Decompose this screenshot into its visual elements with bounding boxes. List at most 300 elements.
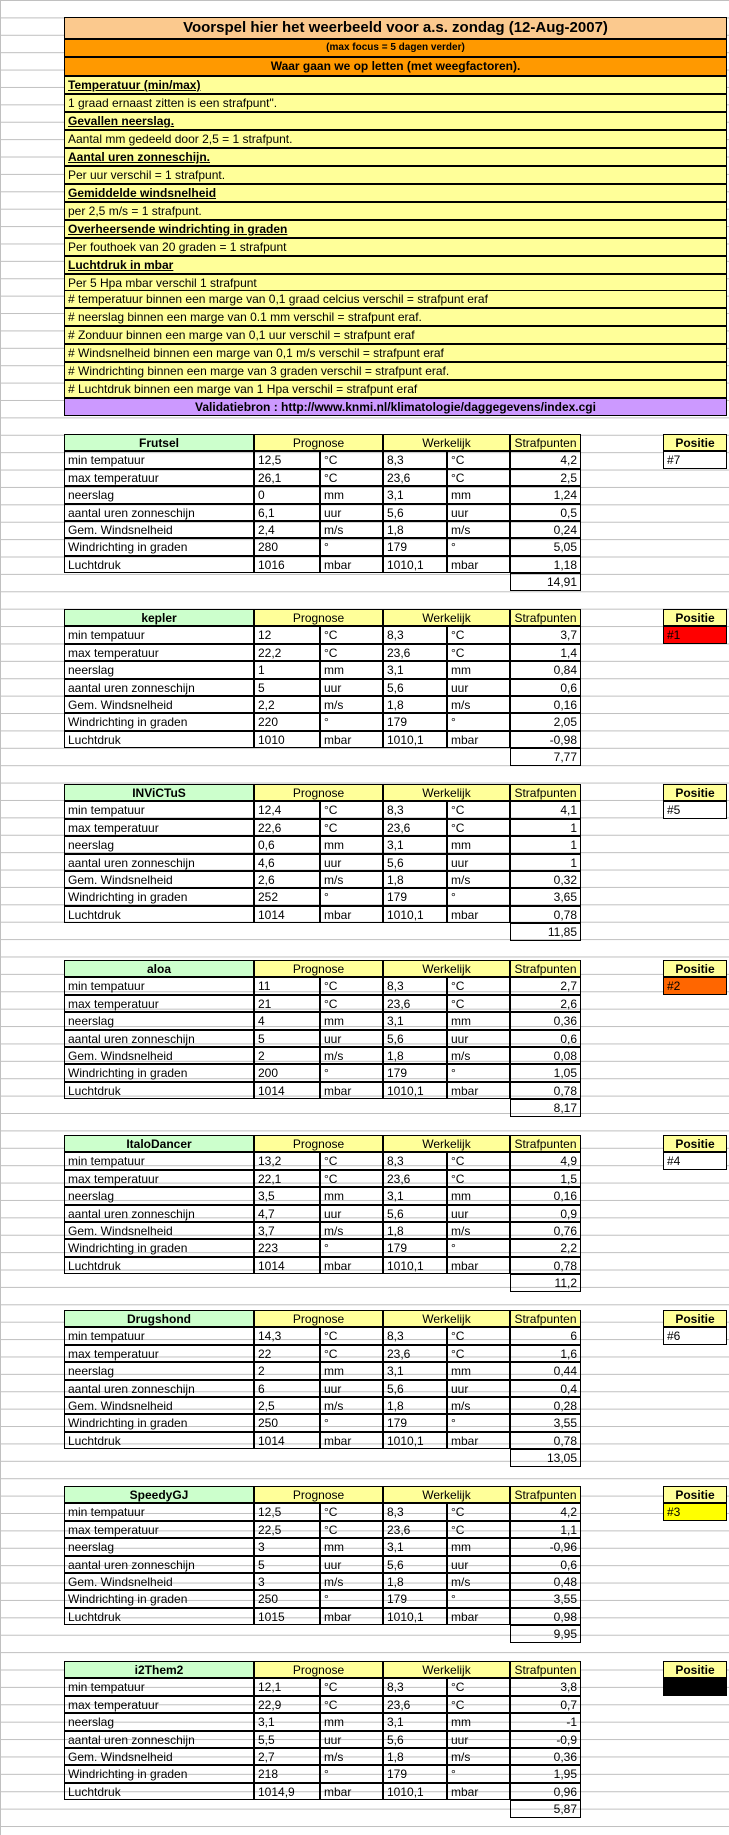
werkelijk-unit[interactable]: m/s: [447, 521, 510, 538]
positie-header[interactable]: Positie: [663, 1486, 727, 1503]
strafpunten-value[interactable]: 0,78: [510, 906, 581, 923]
werkelijk-value[interactable]: 3,1: [383, 1187, 447, 1204]
werkelijk-header[interactable]: Werkelijk: [383, 1310, 510, 1327]
positie-value[interactable]: #5: [663, 801, 727, 818]
werkelijk-value[interactable]: 3,1: [383, 1012, 447, 1029]
rule-heading-5[interactable]: Luchtdruk in mbar: [64, 256, 727, 274]
werkelijk-value[interactable]: 1,8: [383, 1573, 447, 1590]
prognose-value[interactable]: 1014: [254, 1257, 320, 1274]
prognose-unit[interactable]: °C: [320, 626, 383, 643]
player-name[interactable]: SpeedyGJ: [64, 1486, 254, 1503]
werkelijk-value[interactable]: 8,3: [383, 1327, 447, 1344]
strafpunten-header[interactable]: Strafpunten: [510, 1310, 581, 1327]
werkelijk-unit[interactable]: °C: [447, 801, 510, 818]
row-label[interactable]: min tempatuur: [64, 801, 254, 818]
werkelijk-unit[interactable]: °: [447, 1239, 510, 1256]
strafpunten-value[interactable]: -0,96: [510, 1538, 581, 1555]
werkelijk-value[interactable]: 23,6: [383, 1170, 447, 1187]
row-label[interactable]: neerslag: [64, 836, 254, 853]
werkelijk-header[interactable]: Werkelijk: [383, 960, 510, 977]
prognose-value[interactable]: 1015: [254, 1608, 320, 1625]
werkelijk-unit[interactable]: °C: [447, 626, 510, 643]
werkelijk-value[interactable]: 1010,1: [383, 1082, 447, 1099]
prognose-value[interactable]: 6: [254, 1380, 320, 1397]
row-label[interactable]: Windrichting in graden: [64, 1590, 254, 1607]
strafpunten-value[interactable]: 0,6: [510, 1556, 581, 1573]
positie-value[interactable]: #3: [663, 1503, 727, 1520]
prognose-unit[interactable]: uur: [320, 1556, 383, 1573]
strafpunten-value[interactable]: 0,6: [510, 679, 581, 696]
werkelijk-unit[interactable]: °C: [447, 1678, 510, 1695]
prognose-value[interactable]: 1014: [254, 906, 320, 923]
werkelijk-value[interactable]: 179: [383, 1239, 447, 1256]
prognose-value[interactable]: 22,1: [254, 1170, 320, 1187]
rule-text-0[interactable]: 1 graad ernaast zitten is een strafpunt".: [64, 94, 727, 112]
werkelijk-value[interactable]: 1,8: [383, 1397, 447, 1414]
row-label[interactable]: neerslag: [64, 1012, 254, 1029]
prognose-unit[interactable]: °: [320, 1590, 383, 1607]
strafpunten-value[interactable]: 0,7: [510, 1696, 581, 1713]
prognose-unit[interactable]: mm: [320, 1713, 383, 1730]
prognose-unit[interactable]: °: [320, 538, 383, 555]
werkelijk-value[interactable]: 179: [383, 713, 447, 730]
strafpunten-total[interactable]: 7,77: [510, 748, 581, 765]
werkelijk-unit[interactable]: mm: [447, 1187, 510, 1204]
positie-value[interactable]: #7: [663, 451, 727, 468]
werkelijk-unit[interactable]: mbar: [447, 1432, 510, 1449]
prognose-value[interactable]: 11: [254, 977, 320, 994]
prognose-value[interactable]: 5: [254, 679, 320, 696]
rule-text-1[interactable]: Aantal mm gedeeld door 2,5 = 1 strafpunt.: [64, 130, 727, 148]
strafpunten-value[interactable]: 4,9: [510, 1152, 581, 1169]
row-label[interactable]: Luchtdruk: [64, 1257, 254, 1274]
werkelijk-unit[interactable]: mbar: [447, 731, 510, 748]
prognose-unit[interactable]: uur: [320, 1030, 383, 1047]
werkelijk-unit[interactable]: °C: [447, 469, 510, 486]
werkelijk-value[interactable]: 3,1: [383, 836, 447, 853]
strafpunten-value[interactable]: 4,2: [510, 451, 581, 468]
werkelijk-header[interactable]: Werkelijk: [383, 1486, 510, 1503]
row-label[interactable]: Gem. Windsnelheid: [64, 696, 254, 713]
row-label[interactable]: Gem. Windsnelheid: [64, 1222, 254, 1239]
prognose-unit[interactable]: mbar: [320, 731, 383, 748]
strafpunten-value[interactable]: 0,32: [510, 871, 581, 888]
strafpunten-value[interactable]: 1,4: [510, 644, 581, 661]
prognose-unit[interactable]: °: [320, 1765, 383, 1782]
rule-text-2[interactable]: Per uur verschil = 1 strafpunt.: [64, 166, 727, 184]
strafpunten-value[interactable]: 1,24: [510, 486, 581, 503]
strafpunten-value[interactable]: 0,96: [510, 1783, 581, 1800]
prognose-value[interactable]: 2,7: [254, 1748, 320, 1765]
werkelijk-value[interactable]: 179: [383, 1765, 447, 1782]
werkelijk-unit[interactable]: °: [447, 538, 510, 555]
prognose-value[interactable]: 223: [254, 1239, 320, 1256]
strafpunten-total[interactable]: 11,2: [510, 1274, 581, 1291]
prognose-unit[interactable]: °C: [320, 1696, 383, 1713]
prognose-unit[interactable]: °C: [320, 1521, 383, 1538]
strafpunten-total[interactable]: 9,95: [510, 1625, 581, 1642]
prognose-unit[interactable]: mbar: [320, 556, 383, 573]
werkelijk-unit[interactable]: mbar: [447, 906, 510, 923]
strafpunten-value[interactable]: 0,84: [510, 661, 581, 678]
strafpunten-value[interactable]: 0,78: [510, 1257, 581, 1274]
prognose-unit[interactable]: °: [320, 1414, 383, 1431]
prognose-unit[interactable]: °C: [320, 469, 383, 486]
rule-heading-1[interactable]: Gevallen neerslag.: [64, 112, 727, 130]
prognose-unit[interactable]: uur: [320, 1380, 383, 1397]
positie-value[interactable]: #4: [663, 1152, 727, 1169]
prognose-unit[interactable]: °C: [320, 1503, 383, 1520]
row-label[interactable]: Gem. Windsnelheid: [64, 1573, 254, 1590]
prognose-unit[interactable]: °: [320, 1239, 383, 1256]
prognose-unit[interactable]: m/s: [320, 1397, 383, 1414]
prognose-value[interactable]: 12,5: [254, 1503, 320, 1520]
prognose-value[interactable]: 6,1: [254, 504, 320, 521]
werkelijk-value[interactable]: 23,6: [383, 819, 447, 836]
prognose-unit[interactable]: m/s: [320, 1047, 383, 1064]
prognose-value[interactable]: 12,1: [254, 1678, 320, 1695]
werkelijk-value[interactable]: 1,8: [383, 521, 447, 538]
prognose-unit[interactable]: mm: [320, 1362, 383, 1379]
row-label[interactable]: min tempatuur: [64, 977, 254, 994]
positie-value[interactable]: #6: [663, 1327, 727, 1344]
prognose-header[interactable]: Prognose: [254, 434, 383, 451]
werkelijk-unit[interactable]: °C: [447, 451, 510, 468]
strafpunten-value[interactable]: 0,36: [510, 1748, 581, 1765]
prognose-value[interactable]: 2,4: [254, 521, 320, 538]
prognose-value[interactable]: 2,2: [254, 696, 320, 713]
werkelijk-value[interactable]: 3,1: [383, 1362, 447, 1379]
strafpunten-header[interactable]: Strafpunten: [510, 960, 581, 977]
positie-header[interactable]: Positie: [663, 960, 727, 977]
validation-link[interactable]: http://www.knmi.nl/klimatologie/daggegevens/index.cgi: [281, 400, 596, 414]
strafpunten-header[interactable]: Strafpunten: [510, 1486, 581, 1503]
werkelijk-value[interactable]: 23,6: [383, 469, 447, 486]
werkelijk-value[interactable]: 8,3: [383, 1152, 447, 1169]
note-2[interactable]: # Zonduur binnen een marge van 0,1 uur verschil = strafpunt eraf: [64, 326, 727, 344]
row-label[interactable]: aantal uren zonneschijn: [64, 504, 254, 521]
prognose-value[interactable]: 0,6: [254, 836, 320, 853]
row-label[interactable]: Windrichting in graden: [64, 538, 254, 555]
focus-heading[interactable]: Waar gaan we op letten (met weegfactoren).: [64, 57, 727, 76]
werkelijk-unit[interactable]: °: [447, 713, 510, 730]
strafpunten-value[interactable]: 3,8: [510, 1678, 581, 1695]
positie-header[interactable]: Positie: [663, 1310, 727, 1327]
prognose-header[interactable]: Prognose: [254, 1135, 383, 1152]
strafpunten-value[interactable]: 0,08: [510, 1047, 581, 1064]
strafpunten-header[interactable]: Strafpunten: [510, 434, 581, 451]
row-label[interactable]: min tempatuur: [64, 1503, 254, 1520]
werkelijk-value[interactable]: 8,3: [383, 801, 447, 818]
strafpunten-value[interactable]: 0,9: [510, 1205, 581, 1222]
werkelijk-unit[interactable]: °: [447, 1064, 510, 1081]
werkelijk-unit[interactable]: uur: [447, 854, 510, 871]
prognose-value[interactable]: 5: [254, 1556, 320, 1573]
row-label[interactable]: max temperatuur: [64, 644, 254, 661]
strafpunten-value[interactable]: 1: [510, 854, 581, 871]
strafpunten-value[interactable]: 1,95: [510, 1765, 581, 1782]
player-name[interactable]: aloa: [64, 960, 254, 977]
werkelijk-header[interactable]: Werkelijk: [383, 609, 510, 626]
werkelijk-unit[interactable]: °C: [447, 819, 510, 836]
werkelijk-unit[interactable]: mbar: [447, 556, 510, 573]
werkelijk-value[interactable]: 1010,1: [383, 1783, 447, 1800]
row-label[interactable]: min tempatuur: [64, 1152, 254, 1169]
prognose-unit[interactable]: uur: [320, 504, 383, 521]
player-name[interactable]: ItaloDancer: [64, 1135, 254, 1152]
prognose-value[interactable]: 21: [254, 995, 320, 1012]
prognose-unit[interactable]: m/s: [320, 696, 383, 713]
werkelijk-header[interactable]: Werkelijk: [383, 1661, 510, 1678]
row-label[interactable]: min tempatuur: [64, 451, 254, 468]
werkelijk-value[interactable]: 23,6: [383, 1696, 447, 1713]
prognose-unit[interactable]: °C: [320, 1170, 383, 1187]
row-label[interactable]: Windrichting in graden: [64, 713, 254, 730]
note-4[interactable]: # Windrichting binnen een marge van 3 graden verschil = strafpunt eraf.: [64, 362, 727, 380]
werkelijk-value[interactable]: 3,1: [383, 661, 447, 678]
row-label[interactable]: Gem. Windsnelheid: [64, 871, 254, 888]
row-label[interactable]: neerslag: [64, 661, 254, 678]
werkelijk-value[interactable]: 179: [383, 538, 447, 555]
strafpunten-value[interactable]: 1,05: [510, 1064, 581, 1081]
row-label[interactable]: max temperatuur: [64, 995, 254, 1012]
row-label[interactable]: neerslag: [64, 1538, 254, 1555]
werkelijk-value[interactable]: 5,6: [383, 504, 447, 521]
row-label[interactable]: Luchtdruk: [64, 556, 254, 573]
werkelijk-value[interactable]: 23,6: [383, 1521, 447, 1538]
positie-header[interactable]: Positie: [663, 1135, 727, 1152]
prognose-value[interactable]: 1: [254, 661, 320, 678]
prognose-unit[interactable]: °C: [320, 801, 383, 818]
page-title[interactable]: Voorspel hier het weerbeeld voor a.s. zondag (12-Aug-2007): [64, 17, 727, 39]
rule-heading-4[interactable]: Overheersende windrichting in graden: [64, 220, 727, 238]
werkelijk-unit[interactable]: °C: [447, 977, 510, 994]
row-label[interactable]: max temperatuur: [64, 1521, 254, 1538]
werkelijk-unit[interactable]: mm: [447, 661, 510, 678]
rule-text-4[interactable]: Per fouthoek van 20 graden = 1 strafpunt: [64, 238, 727, 256]
prognose-unit[interactable]: °C: [320, 995, 383, 1012]
werkelijk-unit[interactable]: °C: [447, 995, 510, 1012]
prognose-unit[interactable]: mm: [320, 1538, 383, 1555]
prognose-value[interactable]: 252: [254, 888, 320, 905]
strafpunten-value[interactable]: 1,6: [510, 1345, 581, 1362]
prognose-value[interactable]: 13,2: [254, 1152, 320, 1169]
strafpunten-value[interactable]: 2,6: [510, 995, 581, 1012]
prognose-unit[interactable]: °C: [320, 1152, 383, 1169]
prognose-header[interactable]: Prognose: [254, 609, 383, 626]
prognose-unit[interactable]: °C: [320, 1678, 383, 1695]
werkelijk-unit[interactable]: °C: [447, 644, 510, 661]
prognose-value[interactable]: 250: [254, 1590, 320, 1607]
werkelijk-unit[interactable]: mbar: [447, 1082, 510, 1099]
prognose-unit[interactable]: °C: [320, 977, 383, 994]
row-label[interactable]: neerslag: [64, 1713, 254, 1730]
werkelijk-unit[interactable]: uur: [447, 1205, 510, 1222]
positie-header[interactable]: Positie: [663, 434, 727, 451]
strafpunten-total[interactable]: 13,05: [510, 1449, 581, 1466]
rule-text-3[interactable]: per 2,5 m/s = 1 strafpunt.: [64, 202, 727, 220]
prognose-unit[interactable]: mbar: [320, 906, 383, 923]
player-name[interactable]: kepler: [64, 609, 254, 626]
positie-header[interactable]: Positie: [663, 784, 727, 801]
prognose-unit[interactable]: °: [320, 888, 383, 905]
werkelijk-unit[interactable]: °C: [447, 1327, 510, 1344]
strafpunten-value[interactable]: 0,44: [510, 1362, 581, 1379]
werkelijk-value[interactable]: 1,8: [383, 696, 447, 713]
prognose-value[interactable]: 3,5: [254, 1187, 320, 1204]
strafpunten-value[interactable]: 4,1: [510, 801, 581, 818]
strafpunten-value[interactable]: 0,16: [510, 1187, 581, 1204]
strafpunten-total[interactable]: 14,91: [510, 573, 581, 590]
prognose-header[interactable]: Prognose: [254, 960, 383, 977]
strafpunten-value[interactable]: 4,2: [510, 1503, 581, 1520]
werkelijk-value[interactable]: 179: [383, 1064, 447, 1081]
werkelijk-unit[interactable]: m/s: [447, 1047, 510, 1064]
strafpunten-total[interactable]: 8,17: [510, 1099, 581, 1116]
prognose-unit[interactable]: mbar: [320, 1783, 383, 1800]
werkelijk-value[interactable]: 1010,1: [383, 1432, 447, 1449]
prognose-value[interactable]: 3,1: [254, 1713, 320, 1730]
row-label[interactable]: aantal uren zonneschijn: [64, 1030, 254, 1047]
player-name[interactable]: i2Them2: [64, 1661, 254, 1678]
prognose-header[interactable]: Prognose: [254, 1661, 383, 1678]
strafpunten-value[interactable]: 3,55: [510, 1590, 581, 1607]
werkelijk-value[interactable]: 8,3: [383, 1678, 447, 1695]
werkelijk-value[interactable]: 5,6: [383, 679, 447, 696]
strafpunten-value[interactable]: 0,78: [510, 1082, 581, 1099]
row-label[interactable]: aantal uren zonneschijn: [64, 1556, 254, 1573]
werkelijk-value[interactable]: 1,8: [383, 1047, 447, 1064]
row-label[interactable]: Gem. Windsnelheid: [64, 1748, 254, 1765]
strafpunten-value[interactable]: 0,98: [510, 1608, 581, 1625]
werkelijk-unit[interactable]: uur: [447, 1731, 510, 1748]
row-label[interactable]: Luchtdruk: [64, 731, 254, 748]
player-name[interactable]: Drugshond: [64, 1310, 254, 1327]
prognose-value[interactable]: 0: [254, 486, 320, 503]
werkelijk-header[interactable]: Werkelijk: [383, 434, 510, 451]
prognose-value[interactable]: 3,7: [254, 1222, 320, 1239]
note-1[interactable]: # neerslag binnen een marge van 0.1 mm verschil = strafpunt eraf.: [64, 308, 727, 326]
strafpunten-value[interactable]: 1,18: [510, 556, 581, 573]
werkelijk-unit[interactable]: mm: [447, 836, 510, 853]
werkelijk-unit[interactable]: m/s: [447, 871, 510, 888]
prognose-value[interactable]: 2: [254, 1047, 320, 1064]
prognose-value[interactable]: 280: [254, 538, 320, 555]
strafpunten-value[interactable]: -0,98: [510, 731, 581, 748]
werkelijk-unit[interactable]: m/s: [447, 1222, 510, 1239]
prognose-header[interactable]: Prognose: [254, 1310, 383, 1327]
werkelijk-unit[interactable]: m/s: [447, 1397, 510, 1414]
prognose-value[interactable]: 1014: [254, 1082, 320, 1099]
row-label[interactable]: neerslag: [64, 1362, 254, 1379]
validation-source[interactable]: [64, 398, 727, 416]
strafpunten-value[interactable]: 2,7: [510, 977, 581, 994]
werkelijk-unit[interactable]: °: [447, 1590, 510, 1607]
prognose-header[interactable]: Prognose: [254, 784, 383, 801]
strafpunten-value[interactable]: 2,05: [510, 713, 581, 730]
prognose-value[interactable]: 22,6: [254, 819, 320, 836]
werkelijk-value[interactable]: 3,1: [383, 1538, 447, 1555]
werkelijk-value[interactable]: 3,1: [383, 1713, 447, 1730]
prognose-unit[interactable]: °C: [320, 1345, 383, 1362]
werkelijk-unit[interactable]: mm: [447, 486, 510, 503]
werkelijk-value[interactable]: 5,6: [383, 1205, 447, 1222]
row-label[interactable]: max temperatuur: [64, 819, 254, 836]
werkelijk-value[interactable]: 1010,1: [383, 1608, 447, 1625]
row-label[interactable]: aantal uren zonneschijn: [64, 679, 254, 696]
prognose-unit[interactable]: °C: [320, 1327, 383, 1344]
strafpunten-value[interactable]: 0,28: [510, 1397, 581, 1414]
werkelijk-value[interactable]: 1010,1: [383, 1257, 447, 1274]
strafpunten-value[interactable]: 1,1: [510, 1521, 581, 1538]
werkelijk-value[interactable]: 179: [383, 1414, 447, 1431]
player-name[interactable]: Frutsel: [64, 434, 254, 451]
strafpunten-value[interactable]: 0,36: [510, 1012, 581, 1029]
strafpunten-value[interactable]: 6: [510, 1327, 581, 1344]
werkelijk-value[interactable]: 23,6: [383, 644, 447, 661]
row-label[interactable]: Windrichting in graden: [64, 1765, 254, 1782]
werkelijk-value[interactable]: 5,6: [383, 854, 447, 871]
werkelijk-unit[interactable]: mm: [447, 1012, 510, 1029]
prognose-unit[interactable]: mbar: [320, 1608, 383, 1625]
werkelijk-unit[interactable]: °C: [447, 1170, 510, 1187]
prognose-unit[interactable]: mm: [320, 486, 383, 503]
subtitle[interactable]: (max focus = 5 dagen verder): [64, 39, 727, 57]
strafpunten-value[interactable]: -0,9: [510, 1731, 581, 1748]
strafpunten-header[interactable]: Strafpunten: [510, 1661, 581, 1678]
werkelijk-value[interactable]: 8,3: [383, 451, 447, 468]
strafpunten-total[interactable]: 5,87: [510, 1800, 581, 1817]
note-3[interactable]: # Windsnelheid binnen een marge van 0,1 m/s verschil = strafpunt eraf: [64, 344, 727, 362]
prognose-header[interactable]: Prognose: [254, 1486, 383, 1503]
werkelijk-value[interactable]: 5,6: [383, 1380, 447, 1397]
werkelijk-value[interactable]: 23,6: [383, 1345, 447, 1362]
row-label[interactable]: min tempatuur: [64, 1327, 254, 1344]
strafpunten-value[interactable]: 1: [510, 836, 581, 853]
row-label[interactable]: max temperatuur: [64, 1170, 254, 1187]
prognose-value[interactable]: 2: [254, 1362, 320, 1379]
prognose-value[interactable]: 218: [254, 1765, 320, 1782]
prognose-unit[interactable]: uur: [320, 1205, 383, 1222]
prognose-unit[interactable]: mbar: [320, 1432, 383, 1449]
strafpunten-header[interactable]: Strafpunten: [510, 609, 581, 626]
strafpunten-value[interactable]: 1: [510, 819, 581, 836]
row-label[interactable]: Luchtdruk: [64, 1783, 254, 1800]
werkelijk-unit[interactable]: m/s: [447, 696, 510, 713]
prognose-value[interactable]: 4,6: [254, 854, 320, 871]
player-name[interactable]: INViCTuS: [64, 784, 254, 801]
werkelijk-value[interactable]: 1010,1: [383, 906, 447, 923]
row-label[interactable]: max temperatuur: [64, 1345, 254, 1362]
prognose-unit[interactable]: mbar: [320, 1082, 383, 1099]
werkelijk-unit[interactable]: mbar: [447, 1257, 510, 1274]
werkelijk-value[interactable]: 8,3: [383, 977, 447, 994]
row-label[interactable]: Windrichting in graden: [64, 1064, 254, 1081]
prognose-unit[interactable]: °C: [320, 451, 383, 468]
prognose-value[interactable]: 2,6: [254, 871, 320, 888]
row-label[interactable]: Luchtdruk: [64, 906, 254, 923]
werkelijk-value[interactable]: 5,6: [383, 1556, 447, 1573]
prognose-unit[interactable]: m/s: [320, 1748, 383, 1765]
prognose-unit[interactable]: mm: [320, 1012, 383, 1029]
strafpunten-value[interactable]: 2,5: [510, 469, 581, 486]
prognose-value[interactable]: 1014,9: [254, 1783, 320, 1800]
rule-heading-2[interactable]: Aantal uren zonneschijn.: [64, 148, 727, 166]
werkelijk-header[interactable]: Werkelijk: [383, 1135, 510, 1152]
werkelijk-unit[interactable]: uur: [447, 679, 510, 696]
werkelijk-unit[interactable]: mm: [447, 1713, 510, 1730]
werkelijk-value[interactable]: 179: [383, 888, 447, 905]
